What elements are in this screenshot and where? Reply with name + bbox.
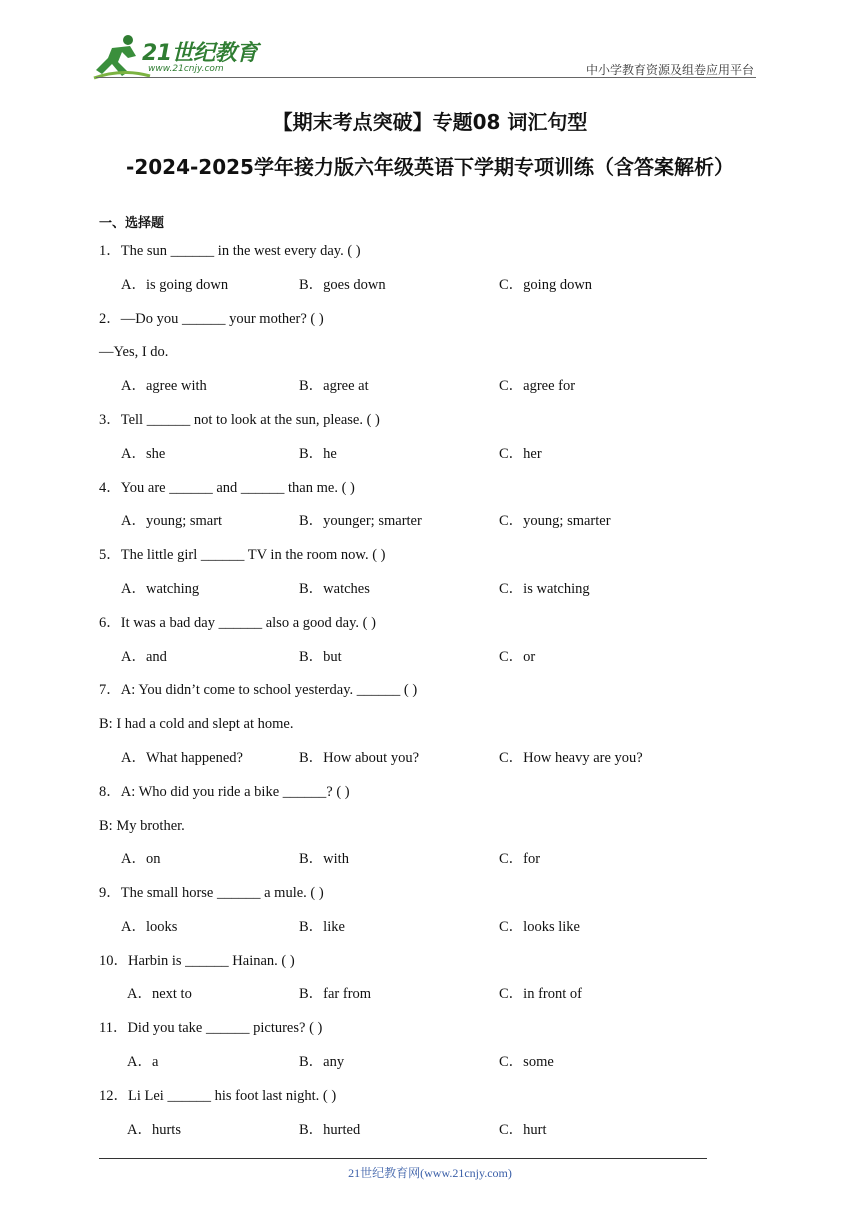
option-a: A．What happened? — [121, 750, 243, 766]
option-c: C．going down — [499, 277, 593, 293]
option-b: B．hurted — [299, 1122, 361, 1138]
question-stem: 5．The little girl ______ TV in the room now. ( ) — [99, 547, 386, 563]
option-b: B．watches — [299, 581, 370, 597]
document-subtitle: -2024-2025学年接力版六年级英语下学期专项训练（含答案解析） — [126, 155, 734, 179]
option-a: A．a — [127, 1054, 159, 1070]
question-stem: 3．Tell ______ not to look at the sun, please. ( ) — [99, 412, 380, 428]
option-b: B．any — [299, 1054, 345, 1070]
option-b: B．goes down — [299, 277, 386, 293]
section-heading: 一、选择题 — [99, 216, 165, 231]
option-c: C．for — [499, 851, 541, 867]
option-a: A．next to — [127, 986, 192, 1002]
question-dialogue-line: B: My brother. — [99, 818, 185, 834]
option-c: C．her — [499, 446, 542, 462]
footer-link[interactable]: 21世纪教育网(www.21cnjy.com) — [348, 1166, 512, 1180]
question-stem: 11．Did you take ______ pictures? ( ) — [99, 1020, 323, 1036]
option-a: A．looks — [121, 919, 178, 935]
option-c: C．young; smarter — [499, 513, 611, 529]
header-divider — [96, 77, 756, 78]
option-a: A．on — [121, 851, 161, 867]
option-c: C．in front of — [499, 986, 582, 1002]
option-b: B．far from — [299, 986, 372, 1002]
option-c: C．How heavy are you? — [499, 750, 643, 766]
question-stem: 7．A: You didn’t come to school yesterday. ______ ( ) — [99, 682, 418, 698]
question-stem: 8．A: Who did you ride a bike ______? ( ) — [99, 784, 350, 800]
option-a: A．and — [121, 649, 167, 665]
option-b: B．younger; smarter — [299, 513, 422, 529]
option-b: B．but — [299, 649, 342, 665]
option-c: C．or — [499, 649, 536, 665]
question-dialogue-line: B: I had a cold and slept at home. — [99, 716, 294, 732]
option-a: A．she — [121, 446, 166, 462]
question-dialogue-line: —Yes, I do. — [99, 344, 169, 360]
document-title: 【期末考点突破】专题08 词汇句型 — [272, 110, 588, 134]
option-b: B．like — [299, 919, 345, 935]
option-c: C．hurt — [499, 1122, 547, 1138]
question-stem: 4．You are ______ and ______ than me. ( ) — [99, 480, 355, 496]
option-a: A．young; smart — [121, 513, 223, 529]
platform-name: 中小学教育资源及组卷应用平台 — [585, 63, 754, 77]
footer-divider — [99, 1158, 707, 1159]
option-b: B．he — [299, 446, 337, 462]
site-logo — [92, 32, 262, 82]
question-stem: 2．—Do you ______ your mother? ( ) — [99, 311, 324, 327]
question-stem: 12．Li Lei ______ his foot last night. ( ) — [99, 1088, 337, 1104]
option-c: C．agree for — [499, 378, 576, 394]
option-b: B．How about you? — [299, 750, 420, 766]
option-a: A．is going down — [121, 277, 229, 293]
option-b: B．with — [299, 851, 349, 867]
option-c: C．looks like — [499, 919, 580, 935]
option-a: A．agree with — [121, 378, 207, 394]
question-stem: 10．Harbin is ______ Hainan. ( ) — [99, 953, 295, 969]
option-a: A．watching — [121, 581, 200, 597]
question-stem: 6．It was a bad day ______ also a good day. ( ) — [99, 615, 376, 631]
option-c: C．is watching — [499, 581, 590, 597]
option-c: C．some — [499, 1054, 554, 1070]
option-a: A．hurts — [127, 1122, 181, 1138]
page-header — [0, 0, 860, 90]
question-stem: 9．The small horse ______ a mule. ( ) — [99, 885, 324, 901]
logo-text: 21世纪教育 — [142, 41, 258, 66]
question-stem: 1．The sun ______ in the west every day. ( ) — [99, 243, 361, 259]
option-b: B．agree at — [299, 378, 369, 394]
logo-url: www.21cnjy.com — [148, 64, 224, 74]
